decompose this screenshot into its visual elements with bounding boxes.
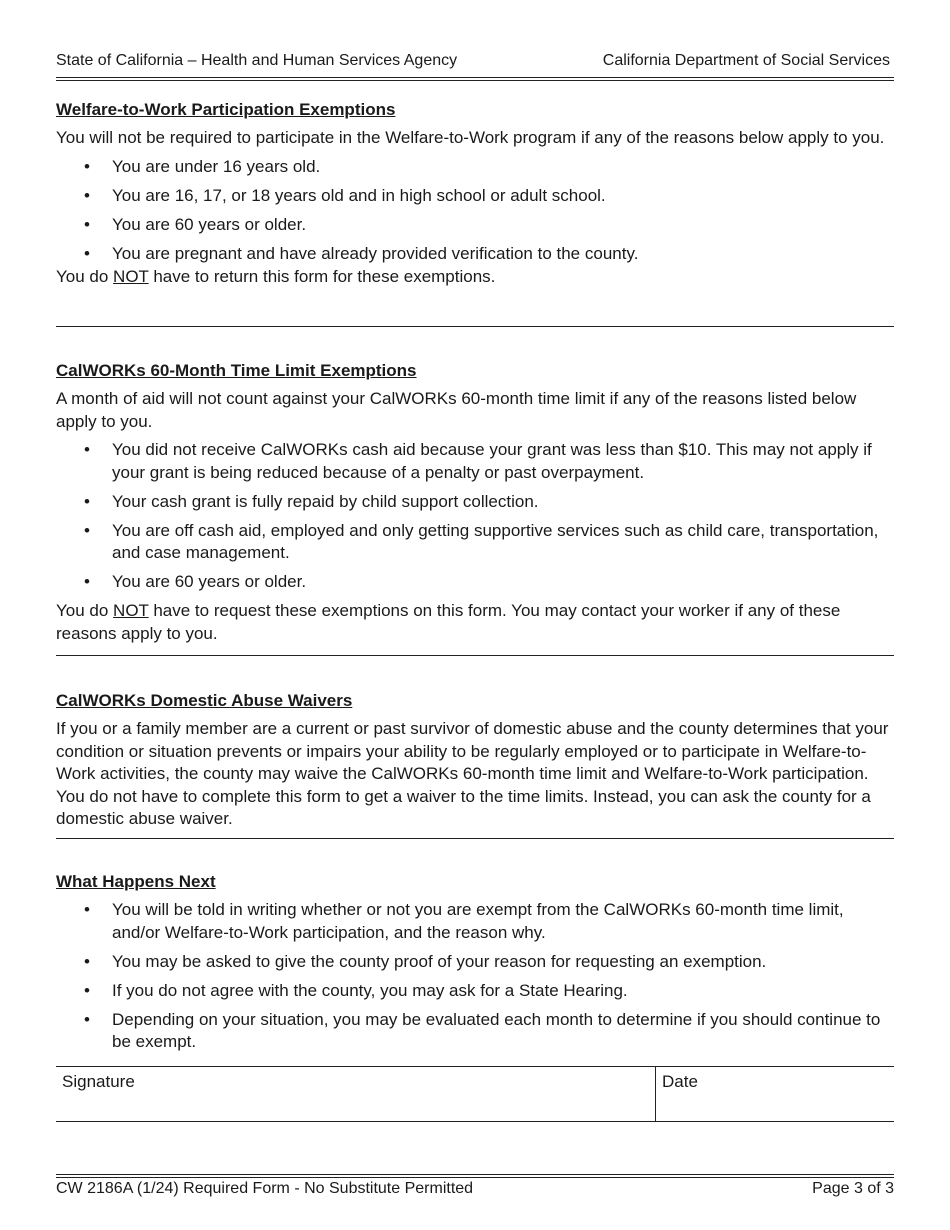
bullet-icon: • xyxy=(84,900,90,919)
bullet-icon: • xyxy=(84,1009,90,1029)
signature-row xyxy=(56,1066,894,1122)
bullet-icon: • xyxy=(84,491,90,511)
bullet-icon: • xyxy=(84,520,90,540)
section-title: CalWORKs 60-Month Time Limit Exemptions xyxy=(56,361,417,380)
list-item: • Your cash grant is fully repaid by child support collection. xyxy=(56,491,894,514)
footer-double-rule xyxy=(56,1174,894,1178)
list-item: • You are 16, 17, or 18 years old and in high school or adult school. xyxy=(56,185,894,208)
bullet-list xyxy=(56,156,894,266)
section-time-limit-exemptions xyxy=(56,360,894,645)
list-item: • You are 60 years or older. xyxy=(56,214,894,237)
section-body: If you or a family member are a current or past survivor of domestic abuse and the county determines that your condition or situation prevents or impairs your ability to be regularly employed or to participate in Welfare-to-Work activities, the county may waive the CalWORKs 60-month time limit and Welfare-to-Work participation. You do not have to complete this form to get a waiver to the time limits. Instead, you can ask the county for a domestic abuse waiver. xyxy=(56,719,889,828)
bullet-icon: • xyxy=(84,185,90,205)
list-item: • You are 60 years or older. xyxy=(56,571,894,594)
bullet-icon: • xyxy=(84,156,90,176)
date-field[interactable]: Date xyxy=(662,1072,698,1091)
bullet-icon: • xyxy=(84,572,90,591)
form-page xyxy=(56,0,894,1230)
section-wtw-exemptions xyxy=(56,99,894,288)
signature-field[interactable]: Signature xyxy=(62,1072,135,1091)
section-intro: A month of aid will not count against your CalWORKs 60-month time limit if any of the reasons listed below apply to you. xyxy=(56,389,857,431)
list-item: • You are pregnant and have already provided verification to the county. xyxy=(56,243,894,266)
bullet-list xyxy=(56,439,894,594)
list-item: • You may be asked to give the county proof of your reason for requesting an exemption. xyxy=(56,951,894,974)
footer-page-number: Page 3 of 3 xyxy=(812,1180,894,1197)
section-note: You do NOT have to return this form for these exemptions. xyxy=(56,266,496,286)
footer-form-id: CW 2186A (1/24) Required Form - No Substitute Permitted xyxy=(56,1180,474,1197)
section-divider xyxy=(56,655,894,656)
header-agency: State of California – Health and Human Services Agency xyxy=(56,52,458,69)
list-item: • If you do not agree with the county, you may ask for a State Hearing. xyxy=(56,980,894,1003)
section-domestic-abuse-waivers xyxy=(56,690,894,831)
list-item: • Depending on your situation, you may be evaluated each month to determine if you should continue to be exempt. xyxy=(84,1009,881,1051)
bullet-list xyxy=(56,899,894,1054)
section-note: You do NOT have to request these exemptions on this form. You may contact your worker if any of these reasons apply to you. xyxy=(56,601,841,643)
section-title: What Happens Next xyxy=(56,872,216,891)
section-intro: You will not be required to participate in the Welfare-to-Work program if any of the reasons below apply to you. xyxy=(56,128,885,147)
section-title: Welfare-to-Work Participation Exemptions xyxy=(56,100,396,119)
header-department: California Department of Social Services xyxy=(602,52,890,69)
signature-divider xyxy=(655,1067,656,1121)
bullet-icon: • xyxy=(84,951,90,971)
section-divider xyxy=(56,326,894,327)
section-what-happens-next xyxy=(56,871,894,1060)
bullet-icon: • xyxy=(84,243,90,263)
list-item: • You did not receive CalWORKs cash aid because your grant was less than $10. This may not apply if your grant is being reduced because of a penalty or past overpayment. xyxy=(84,440,872,482)
bullet-icon: • xyxy=(84,980,90,1000)
section-divider xyxy=(56,838,894,839)
list-item: • You are off cash aid, employed and only getting supportive services such as child care, transportation, and case management. xyxy=(84,520,879,562)
header-double-rule xyxy=(56,77,894,81)
page-header xyxy=(56,52,894,74)
bullet-icon: • xyxy=(84,214,90,234)
bullet-icon: • xyxy=(84,440,90,459)
section-title: CalWORKs Domestic Abuse Waivers xyxy=(56,691,353,710)
list-item: • You are under 16 years old. xyxy=(56,156,894,179)
list-item: • You will be told in writing whether or not you are exempt from the CalWORKs 60-month time limit, and/or Welfare-to-Work participation, and the reason why. xyxy=(84,900,844,942)
